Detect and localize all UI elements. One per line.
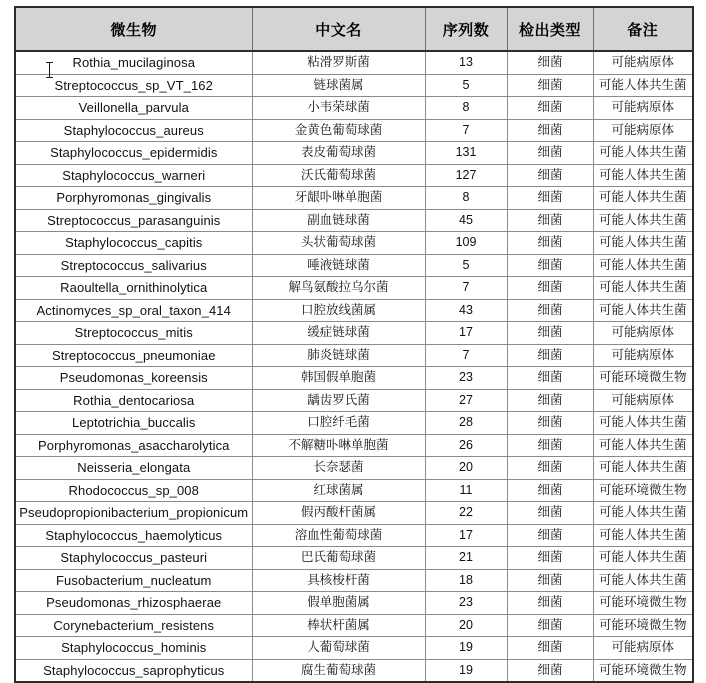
cell-detect-type: 细菌	[507, 457, 593, 480]
cell-chinese-name: 小韦荣球菌	[252, 97, 425, 120]
table-row	[15, 412, 693, 435]
table-row	[15, 97, 693, 120]
cell-microbe-name: Rothia_dentocariosa	[15, 389, 252, 412]
table-row	[15, 277, 693, 300]
cell-chinese-name: 假单胞菌属	[252, 592, 425, 615]
cell-read-count: 17	[425, 524, 507, 547]
cell-remark: 可能病原体	[593, 119, 693, 142]
cell-chinese-name: 口腔放线菌属	[252, 299, 425, 322]
cell-detect-type: 细菌	[507, 659, 593, 682]
cell-remark: 可能人体共生菌	[593, 277, 693, 300]
cell-detect-type: 细菌	[507, 74, 593, 97]
table-row	[15, 592, 693, 615]
cell-remark: 可能环境微生物	[593, 479, 693, 502]
cell-chinese-name: 表皮葡萄球菌	[252, 142, 425, 165]
cell-remark: 可能环境微生物	[593, 592, 693, 615]
cell-read-count: 7	[425, 119, 507, 142]
cell-chinese-name: 腐生葡萄球菌	[252, 659, 425, 682]
table-row	[15, 254, 693, 277]
cell-microbe-name: Streptococcus_mitis	[15, 322, 252, 345]
cell-microbe-name: Staphylococcus_epidermidis	[15, 142, 252, 165]
cell-read-count: 20	[425, 457, 507, 480]
cell-microbe-name: Leptotrichia_buccalis	[15, 412, 252, 435]
table-row	[15, 659, 693, 682]
table-row	[15, 119, 693, 142]
cell-chinese-name: 头状葡萄球菌	[252, 232, 425, 255]
cell-microbe-name: Raoultella_ornithinolytica	[15, 277, 252, 300]
cell-read-count: 26	[425, 434, 507, 457]
cell-read-count: 23	[425, 367, 507, 390]
table-row	[15, 547, 693, 570]
cell-detect-type: 细菌	[507, 97, 593, 120]
cell-detect-type: 细菌	[507, 569, 593, 592]
cell-detect-type: 细菌	[507, 502, 593, 525]
cell-detect-type: 细菌	[507, 51, 593, 74]
cell-read-count: 23	[425, 592, 507, 615]
cell-chinese-name: 不解糖卟啉单胞菌	[252, 434, 425, 457]
table-row	[15, 569, 693, 592]
table-row	[15, 367, 693, 390]
cell-chinese-name: 巴氏葡萄球菌	[252, 547, 425, 570]
table-row	[15, 344, 693, 367]
cell-detect-type: 细菌	[507, 322, 593, 345]
cell-chinese-name: 龋齿罗氏菌	[252, 389, 425, 412]
column-header-read-count: 序列数	[425, 7, 507, 51]
microbe-detection-table	[14, 6, 694, 683]
cell-microbe-name: Porphyromonas_asaccharolytica	[15, 434, 252, 457]
cell-chinese-name: 韩国假单胞菌	[252, 367, 425, 390]
cell-detect-type: 细菌	[507, 344, 593, 367]
cell-detect-type: 细菌	[507, 479, 593, 502]
cell-chinese-name: 口腔纤毛菌	[252, 412, 425, 435]
cell-detect-type: 细菌	[507, 367, 593, 390]
cell-microbe-name: Rhodococcus_sp_008	[15, 479, 252, 502]
cell-read-count: 109	[425, 232, 507, 255]
table-row	[15, 479, 693, 502]
cell-detect-type: 细菌	[507, 637, 593, 660]
cell-remark: 可能人体共生菌	[593, 232, 693, 255]
cell-read-count: 27	[425, 389, 507, 412]
cell-detect-type: 细菌	[507, 187, 593, 210]
table-row	[15, 74, 693, 97]
cell-remark: 可能病原体	[593, 637, 693, 660]
table-row	[15, 502, 693, 525]
table-body	[15, 51, 693, 682]
table-row	[15, 322, 693, 345]
cell-chinese-name: 肺炎链球菌	[252, 344, 425, 367]
cell-detect-type: 细菌	[507, 232, 593, 255]
cell-remark: 可能人体共生菌	[593, 569, 693, 592]
cell-read-count: 8	[425, 187, 507, 210]
cell-detect-type: 细菌	[507, 524, 593, 547]
table-row	[15, 209, 693, 232]
cell-microbe-name: Streptococcus_salivarius	[15, 254, 252, 277]
cell-remark: 可能人体共生菌	[593, 254, 693, 277]
cell-detect-type: 细菌	[507, 254, 593, 277]
cell-remark: 可能人体共生菌	[593, 434, 693, 457]
cell-remark: 可能人体共生菌	[593, 457, 693, 480]
cell-chinese-name: 唾液链球菌	[252, 254, 425, 277]
cell-remark: 可能人体共生菌	[593, 209, 693, 232]
cell-detect-type: 细菌	[507, 277, 593, 300]
cell-chinese-name: 假丙酸杆菌属	[252, 502, 425, 525]
cell-detect-type: 细菌	[507, 412, 593, 435]
cell-chinese-name: 解鸟氨酸拉乌尔菌	[252, 277, 425, 300]
cell-chinese-name: 沃氏葡萄球菌	[252, 164, 425, 187]
cell-remark: 可能人体共生菌	[593, 187, 693, 210]
cell-detect-type: 细菌	[507, 299, 593, 322]
cell-detect-type: 细菌	[507, 119, 593, 142]
table-header-row	[15, 7, 693, 51]
table-row	[15, 614, 693, 637]
cell-detect-type: 细菌	[507, 209, 593, 232]
cell-chinese-name: 具核梭杆菌	[252, 569, 425, 592]
cell-read-count: 18	[425, 569, 507, 592]
cell-microbe-name: Streptococcus_parasanguinis	[15, 209, 252, 232]
cell-detect-type: 细菌	[507, 142, 593, 165]
column-header-chinese-name: 中文名	[252, 7, 425, 51]
cell-read-count: 7	[425, 277, 507, 300]
cell-microbe-name: Actinomyces_sp_oral_taxon_414	[15, 299, 252, 322]
cell-read-count: 5	[425, 74, 507, 97]
table-row	[15, 524, 693, 547]
cell-microbe-name: Neisseria_elongata	[15, 457, 252, 480]
cell-microbe-name: Veillonella_parvula	[15, 97, 252, 120]
cell-microbe-name: Streptococcus_sp_VT_162	[15, 74, 252, 97]
cell-remark: 可能环境微生物	[593, 614, 693, 637]
cell-read-count: 5	[425, 254, 507, 277]
cell-read-count: 19	[425, 637, 507, 660]
cell-read-count: 7	[425, 344, 507, 367]
cell-chinese-name: 棒状杆菌属	[252, 614, 425, 637]
cell-read-count: 20	[425, 614, 507, 637]
column-header-microbe: 微生物	[15, 7, 252, 51]
cell-microbe-name: Staphylococcus_pasteuri	[15, 547, 252, 570]
microbe-table-container	[14, 6, 692, 683]
cell-detect-type: 细菌	[507, 592, 593, 615]
cell-microbe-name: Pseudopropionibacterium_propionicum	[15, 502, 252, 525]
cell-remark: 可能人体共生菌	[593, 524, 693, 547]
cell-chinese-name: 金黄色葡萄球菌	[252, 119, 425, 142]
cell-remark: 可能病原体	[593, 51, 693, 74]
cell-read-count: 13	[425, 51, 507, 74]
cell-detect-type: 细菌	[507, 614, 593, 637]
cell-microbe-name: Staphylococcus_capitis	[15, 232, 252, 255]
cell-remark: 可能环境微生物	[593, 659, 693, 682]
cell-chinese-name: 链球菌属	[252, 74, 425, 97]
cell-microbe-name: Pseudomonas_rhizosphaerae	[15, 592, 252, 615]
cell-microbe-name: Staphylococcus_haemolyticus	[15, 524, 252, 547]
table-row	[15, 142, 693, 165]
cell-read-count: 45	[425, 209, 507, 232]
cell-remark: 可能人体共生菌	[593, 299, 693, 322]
cell-read-count: 22	[425, 502, 507, 525]
cell-chinese-name: 缓症链球菌	[252, 322, 425, 345]
cell-detect-type: 细菌	[507, 547, 593, 570]
table-row	[15, 299, 693, 322]
cell-microbe-name: Staphylococcus_aureus	[15, 119, 252, 142]
cell-microbe-name: Corynebacterium_resistens	[15, 614, 252, 637]
cell-chinese-name: 长奈瑟菌	[252, 457, 425, 480]
cell-chinese-name: 粘滑罗斯菌	[252, 51, 425, 74]
cell-detect-type: 细菌	[507, 434, 593, 457]
table-row	[15, 457, 693, 480]
cell-remark: 可能病原体	[593, 322, 693, 345]
cell-chinese-name: 副血链球菌	[252, 209, 425, 232]
column-header-detect-type: 检出类型	[507, 7, 593, 51]
cell-read-count: 131	[425, 142, 507, 165]
table-row	[15, 434, 693, 457]
cell-read-count: 28	[425, 412, 507, 435]
cell-microbe-name: Staphylococcus_saprophyticus	[15, 659, 252, 682]
table-row	[15, 389, 693, 412]
cell-chinese-name: 牙龈卟啉单胞菌	[252, 187, 425, 210]
cell-remark: 可能人体共生菌	[593, 74, 693, 97]
cell-remark: 可能人体共生菌	[593, 502, 693, 525]
cell-chinese-name: 溶血性葡萄球菌	[252, 524, 425, 547]
cell-detect-type: 细菌	[507, 164, 593, 187]
cell-microbe-name: Fusobacterium_nucleatum	[15, 569, 252, 592]
cell-remark: 可能病原体	[593, 344, 693, 367]
cell-microbe-name: Rothia_mucilaginosa	[15, 51, 252, 74]
cell-microbe-name: Streptococcus_pneumoniae	[15, 344, 252, 367]
cell-chinese-name: 人葡萄球菌	[252, 637, 425, 660]
cell-microbe-name: Staphylococcus_warneri	[15, 164, 252, 187]
cell-read-count: 19	[425, 659, 507, 682]
cell-remark: 可能人体共生菌	[593, 142, 693, 165]
cell-remark: 可能病原体	[593, 97, 693, 120]
cell-read-count: 11	[425, 479, 507, 502]
table-row	[15, 164, 693, 187]
cell-chinese-name: 红球菌属	[252, 479, 425, 502]
cell-read-count: 127	[425, 164, 507, 187]
cell-detect-type: 细菌	[507, 389, 593, 412]
cell-microbe-name: Pseudomonas_koreensis	[15, 367, 252, 390]
cell-read-count: 8	[425, 97, 507, 120]
table-row	[15, 232, 693, 255]
cell-microbe-name: Porphyromonas_gingivalis	[15, 187, 252, 210]
cell-read-count: 21	[425, 547, 507, 570]
cell-remark: 可能人体共生菌	[593, 547, 693, 570]
table-header	[15, 7, 693, 51]
cell-remark: 可能环境微生物	[593, 367, 693, 390]
cell-remark: 可能病原体	[593, 389, 693, 412]
table-row	[15, 51, 693, 74]
cell-read-count: 43	[425, 299, 507, 322]
column-header-remark: 备注	[593, 7, 693, 51]
table-row	[15, 637, 693, 660]
cell-read-count: 17	[425, 322, 507, 345]
table-row	[15, 187, 693, 210]
cell-remark: 可能人体共生菌	[593, 412, 693, 435]
cell-microbe-name: Staphylococcus_hominis	[15, 637, 252, 660]
cell-remark: 可能人体共生菌	[593, 164, 693, 187]
